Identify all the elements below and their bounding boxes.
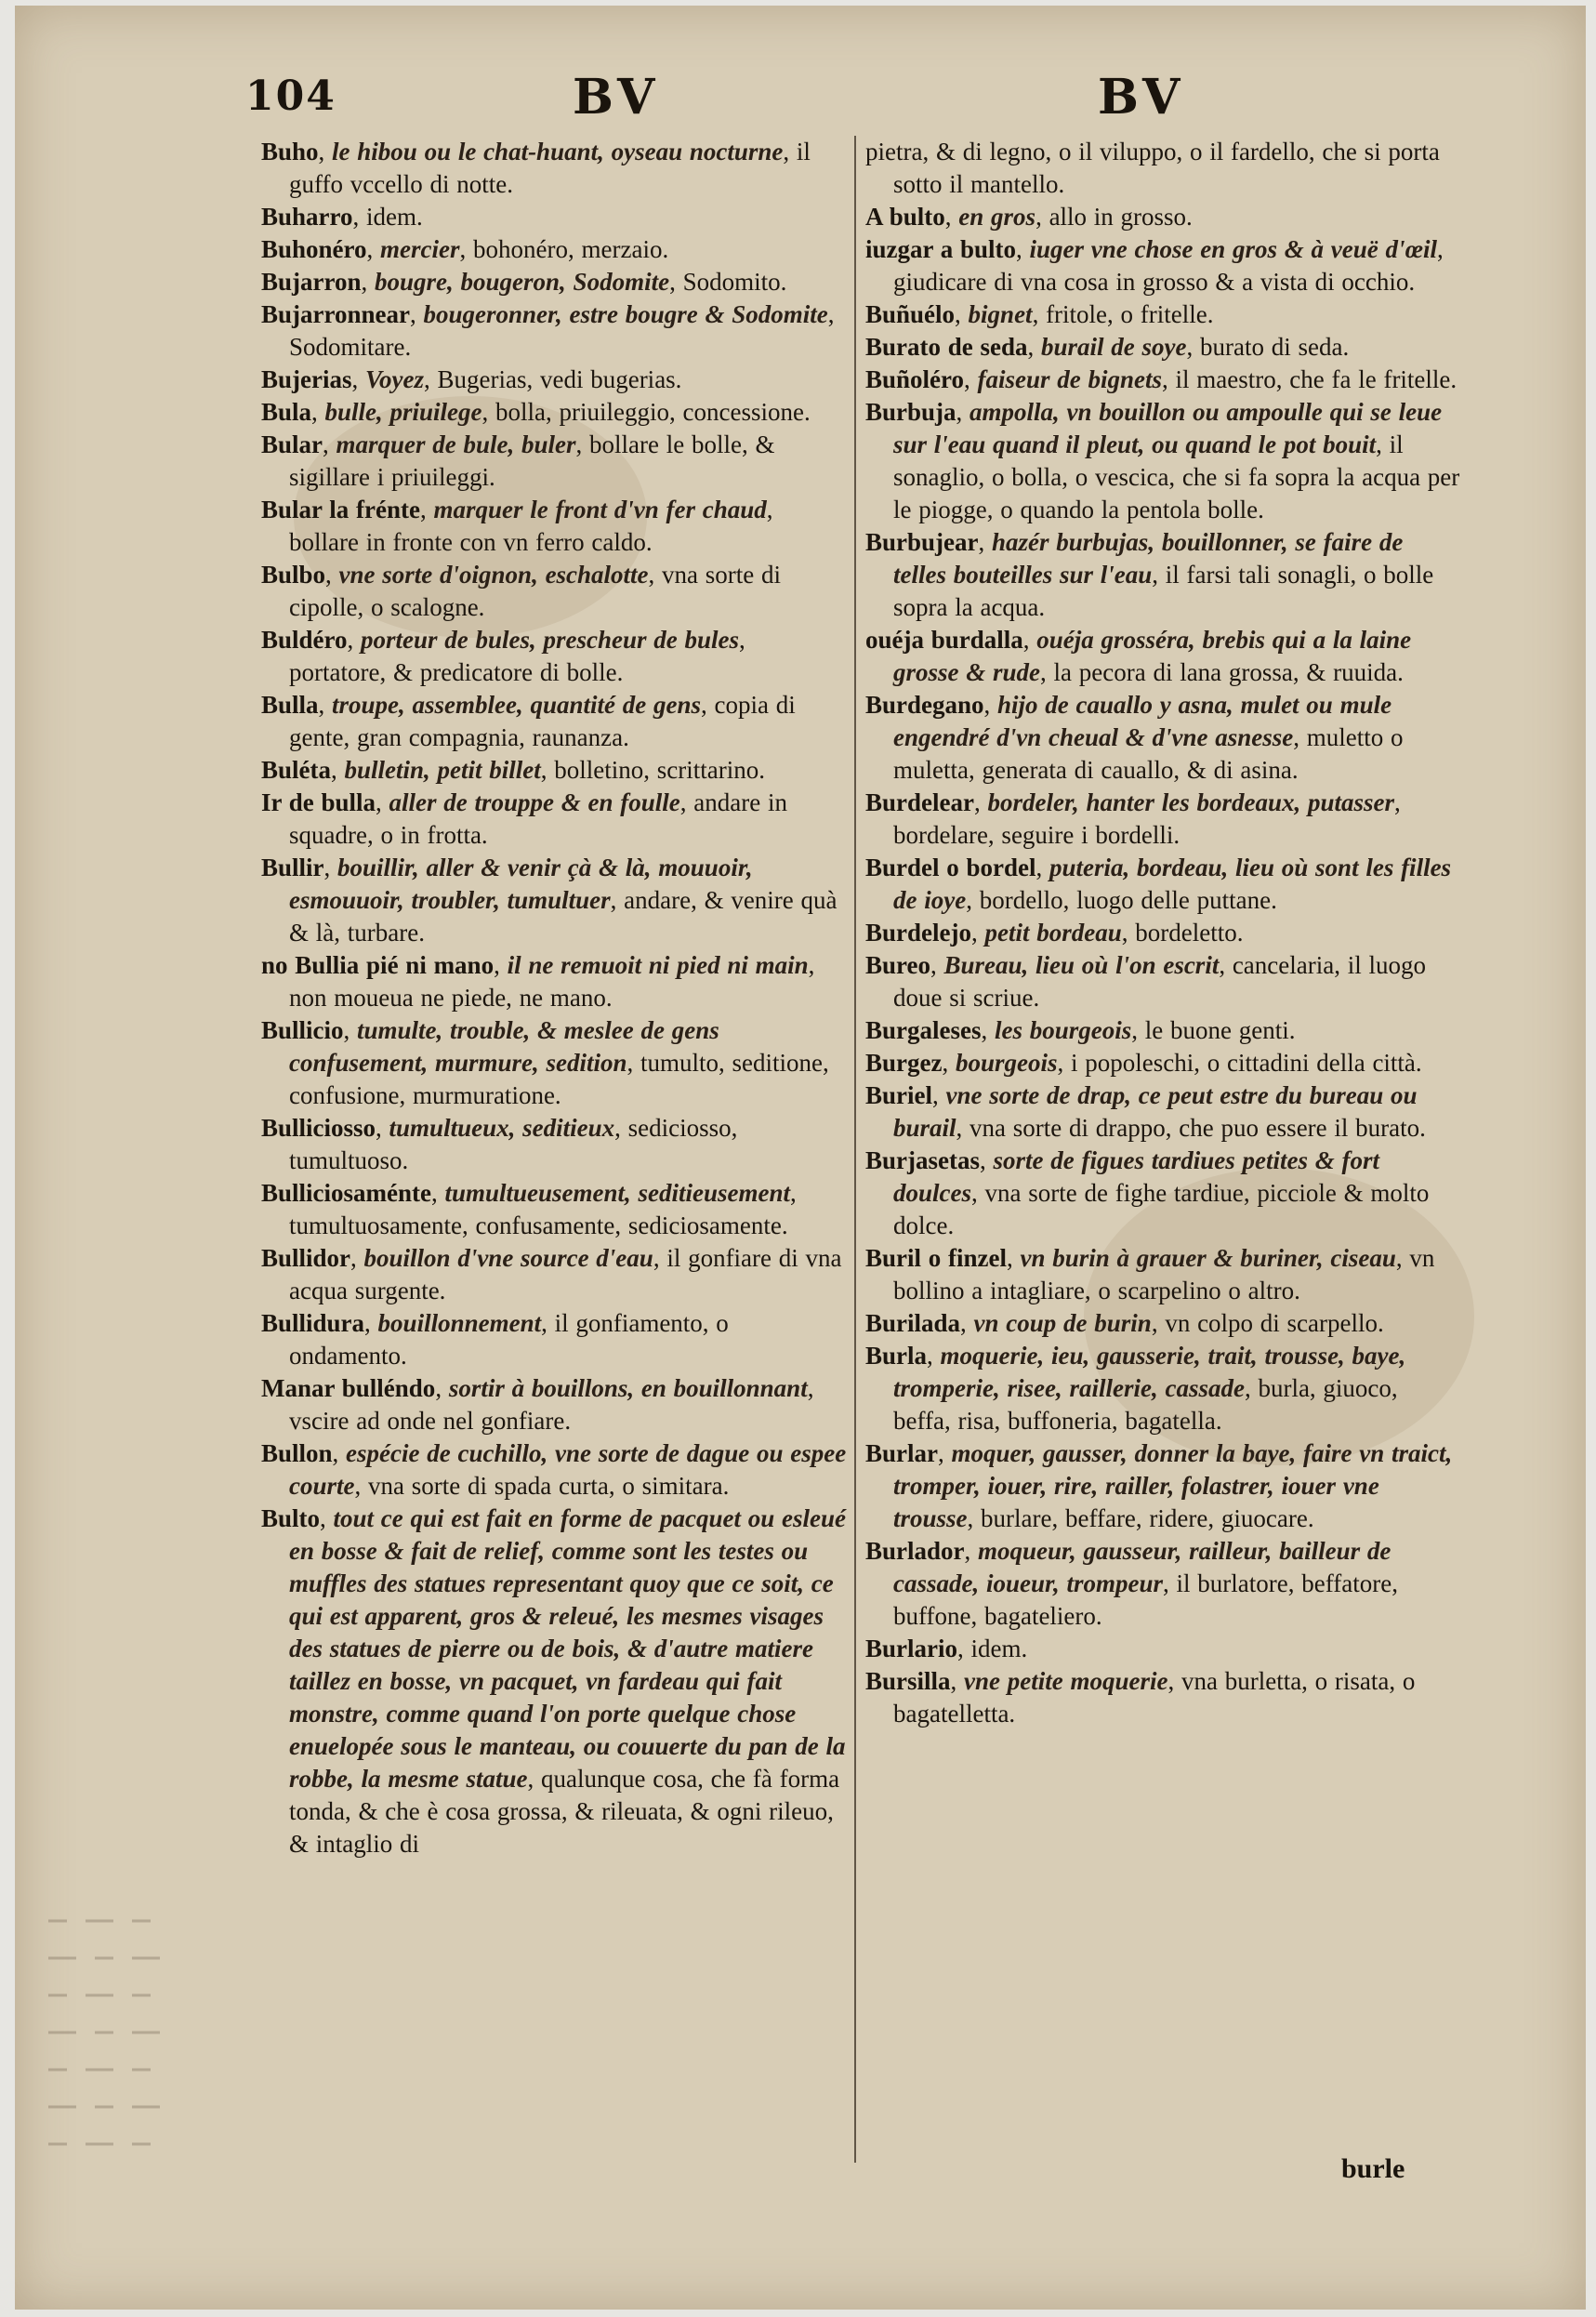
dictionary-entry: Burlar, moquer, gausser, donner la baye, faire vn traict, tromper, iouer, rire, railler, folastrer, iouer vne trousse, burlare, beffare, ridere, giuocare. xyxy=(865,1439,1453,1532)
italian-gloss: vn colpo di scarpello. xyxy=(1165,1309,1384,1337)
french-gloss: vn coup de burin xyxy=(973,1309,1152,1337)
dictionary-entry: ouéja burdalla, ouéja grosséra, brebis qui a la laine grosse & rude, la pecora di lana grossa, & ruuida. xyxy=(865,626,1412,686)
headword: Bular la frénte xyxy=(261,496,420,523)
french-gloss: petit bordeau xyxy=(984,919,1122,947)
headword: iuzgar a bulto xyxy=(865,235,1017,263)
dictionary-entry: Burlario, idem. xyxy=(865,1635,1028,1662)
dictionary-entry: Buñoléro, faiseur de bignets, il maestro, che fa le fritelle. xyxy=(865,365,1458,393)
french-gloss: sorte de figues tardiues petites & fort doulces xyxy=(893,1146,1379,1207)
dictionary-entry: Manar bulléndo, sortir à bouillons, en bouillonnant, vscire ad onde nel gonfiare. xyxy=(261,1374,814,1435)
french-gloss: bordeler, hanter les bordeaux, putasser xyxy=(987,788,1395,816)
french-gloss: ampolla, vn bouillon ou ampoulle qui se leue sur l'eau quand il pleut, ou quand le pot bouit xyxy=(893,398,1443,458)
french-gloss: burail de soye xyxy=(1041,333,1187,361)
french-gloss: mercier xyxy=(380,235,460,263)
italian-gloss: il farsi tali sonagli, o bolle sopra la acqua. xyxy=(893,561,1434,621)
italian-gloss: muletto o muletta, generata di cauallo, & di asina. xyxy=(893,723,1404,784)
french-gloss: vn burin à grauer & buriner, ciseau xyxy=(1020,1244,1396,1272)
dictionary-entry: Bursilla, vne petite moquerie, vna burletta, o risata, o bagatelletta. xyxy=(865,1667,1416,1728)
italian-gloss: il guffo vccello di notte. xyxy=(289,138,811,198)
dictionary-entry: Bulliciosaménte, tumultueusement, seditieusement, tumultuosamente, confusamente, sediciosamente. xyxy=(261,1179,797,1239)
headword: Bullir xyxy=(261,854,324,881)
french-gloss: bouillonnement xyxy=(377,1309,542,1337)
dictionary-entry: Burlador, moqueur, gausseur, railleur, bailleur de cassade, ioueur, trompeur, il burlatore, beffatore, buffone, bagateliero. xyxy=(865,1537,1398,1630)
headword: Burdelejo xyxy=(865,919,971,947)
headword: Bulliciosaménte xyxy=(261,1179,431,1207)
italian-gloss: vna sorte di spada curta, o simitara. xyxy=(368,1472,730,1500)
dictionary-page xyxy=(15,6,1586,2310)
headword: Bulto xyxy=(261,1504,321,1532)
headword: A bulto xyxy=(865,203,945,231)
headword: Burlar xyxy=(865,1439,938,1467)
headword: Burilada xyxy=(865,1309,961,1337)
french-gloss: tout ce qui est fait en forme de pacquet ou esleué en bosse & fait de relief, comme sont les testes ou muffles des statues representant quoy que ce soit, ce qui est apparent, gros & releué, les mesmes visages des statues de pierre ou de bois, & d'autre matiere taillez en bosse, vn pacquet, vn fardeau qui fait monstre, comme quand l'on porte quelque chose enuelopée sous le manteau, ou couuerte du pan de la robbe, la mesme statue xyxy=(289,1504,846,1793)
italian-gloss: burla, giuoco, beffa, risa, buffoneria, bagatella. xyxy=(893,1374,1398,1435)
italian-gloss: pietra, & di legno, o il viluppo, o il fardello, che si porta sotto il mantello. xyxy=(865,138,1440,198)
headword: Bullidura xyxy=(261,1309,365,1337)
running-head-right: BV xyxy=(1098,69,1184,126)
page-number: 104 xyxy=(245,73,336,120)
italian-gloss: Sodomito. xyxy=(682,268,787,296)
dictionary-entry: Bureo, Bureau, lieu où l'on escrit, cancelaria, il luogo doue si scriue. xyxy=(865,951,1426,1012)
dictionary-entry: Bula, bulle, priuilege, bolla, priuileggio, concessione. xyxy=(261,398,811,426)
italian-gloss: bollare in fronte con vn ferro caldo. xyxy=(289,528,653,556)
italian-gloss: tumultuosamente, confusamente, sediciosamente. xyxy=(289,1211,788,1239)
headword: Burjasetas xyxy=(865,1146,980,1174)
italian-gloss: idem. xyxy=(970,1635,1028,1662)
italian-gloss: i popoleschi, o cittadini della città. xyxy=(1071,1049,1422,1077)
french-gloss: moquer, gausser, donner la baye, faire vn traict, tromper, iouer, rire, railler, folastrer, iouer vne trousse xyxy=(893,1439,1453,1532)
french-gloss: il ne remuoit ni pied ni main xyxy=(507,951,809,979)
french-gloss: bouillon d'vne source d'eau xyxy=(363,1244,653,1272)
dictionary-entry: Bulto, tout ce qui est fait en forme de pacquet ou esleué en bosse & fait de relief, comme sont les testes ou muffles des statues representant quoy que ce soit, ce qui est apparent, gros & releué, les mesmes visages des statues de pierre ou de bois, & d'autre matiere taillez en bosse, vn pacquet, vn fardeau qui fait monstre, comme quand l'on porte quelque chose enuelopée sous le manteau, ou couuerte du pan de la robbe, la mesme statue, qualunque cosa, che fà forma tonda, & che è cosa grossa, & rileuata, & ogni rileuo, & intaglio di xyxy=(261,1504,846,1858)
french-gloss: faiseur de bignets xyxy=(977,365,1163,393)
dictionary-entry: Burdegano, hijo de cauallo y asna, mulet ou mule engendré d'vn cheual & d'vne asnesse, muletto o muletta, generata di cauallo, & di asina. xyxy=(865,691,1404,784)
headword: Burgaleses xyxy=(865,1016,982,1044)
french-gloss: vne sorte d'oignon, eschalotte xyxy=(338,561,649,589)
italian-gloss: vscire ad onde nel gonfiare. xyxy=(289,1407,572,1435)
headword: Burgez xyxy=(865,1049,943,1077)
italian-gloss: bollare le bolle, & sigillare i priuileggi. xyxy=(289,430,775,491)
headword: Burato de seda xyxy=(865,333,1028,361)
headword: Bursilla xyxy=(865,1667,951,1695)
french-gloss: iuger vne chose en gros & à veuë d'œil xyxy=(1029,235,1438,263)
dictionary-entry: Buharro, idem. xyxy=(261,203,423,231)
headword: Bulla xyxy=(261,691,319,719)
dictionary-entry: no Bullia pié ni mano, il ne remuoit ni pied ni main, non moueua ne piede, ne mano. xyxy=(261,951,815,1012)
french-gloss: ouéja grosséra, brebis qui a la laine grosse & rude xyxy=(893,626,1412,686)
headword: Bujarron xyxy=(261,268,362,296)
italian-gloss: il maestro, che fa le fritelle. xyxy=(1175,365,1458,393)
column-divider xyxy=(854,136,856,2163)
italian-gloss: burato di seda. xyxy=(1200,333,1350,361)
italian-gloss: il sonaglio, o bolla, o vescica, che si fa sopra la acqua per le piogge, o quando la pentola bolle. xyxy=(893,430,1460,523)
running-head-left: BV xyxy=(573,69,659,126)
italian-gloss: burlare, beffare, ridere, giuocare. xyxy=(981,1504,1314,1532)
headword: Burdel o bordel xyxy=(865,854,1036,881)
headword: Bujerias xyxy=(261,365,352,393)
french-gloss: Bureau, lieu où l'on escrit xyxy=(943,951,1220,979)
headword: Burbuja xyxy=(865,398,956,426)
italian-gloss: bordeletto. xyxy=(1135,919,1244,947)
dictionary-entry: Bulbo, vne sorte d'oignon, eschalotte, vna sorte di cipolle, o scalogne. xyxy=(261,561,782,621)
dictionary-entry: Burato de seda, burail de soye, burato di seda. xyxy=(865,333,1350,361)
italian-gloss: bordelare, seguire i bordelli. xyxy=(893,821,1181,849)
dictionary-entry: Bulliciosso, tumultueux, seditieux, sediciosso, tumultuoso. xyxy=(261,1114,738,1174)
headword: Ir de bulla xyxy=(261,788,376,816)
french-gloss: tumultueux, seditieux xyxy=(389,1114,615,1142)
right-column xyxy=(865,136,1460,1730)
italian-gloss: vn bollino a intagliare, o scarpelino o altro. xyxy=(893,1244,1435,1304)
dictionary-entry: Ir de bulla, aller de trouppe & en foulle, andare in squadre, o in frotta. xyxy=(261,788,787,849)
french-gloss: moquerie, ieu, gausserie, trait, trousse, baye, tromperie, risee, raillerie, cassade xyxy=(893,1342,1406,1402)
headword: Bureo xyxy=(865,951,931,979)
headword: Bullicio xyxy=(261,1016,344,1044)
italian-gloss: giudicare di vna cosa in grosso & a vista di occhio. xyxy=(893,268,1416,296)
italian-gloss: vna sorte di cipolle, o scalogne. xyxy=(289,561,782,621)
headword: Buriel xyxy=(865,1081,932,1109)
italian-gloss: bordello, luogo delle puttane. xyxy=(979,886,1277,914)
dictionary-entry xyxy=(865,136,1460,201)
french-gloss: en gros xyxy=(958,203,1036,231)
dictionary-entry: Bujerias, Voyez, Bugerias, vedi bugerias. xyxy=(261,365,682,393)
dictionary-entry: Burgez, bourgeois, i popoleschi, o cittadini della città. xyxy=(865,1049,1422,1077)
french-gloss: moqueur, gausseur, railleur, bailleur de cassade, ioueur, trompeur xyxy=(893,1537,1392,1597)
italian-gloss: bohonéro, merzaio. xyxy=(473,235,669,263)
headword: Bula xyxy=(261,398,312,426)
headword: Buril o finzel xyxy=(865,1244,1007,1272)
dictionary-entry: Bullidor, bouillon d'vne source d'eau, il gonfiare di vna acqua surgente. xyxy=(261,1244,842,1304)
italian-gloss: tumulto, seditione, confusione, murmuratione. xyxy=(289,1049,829,1109)
italian-gloss: qualunque cosa, che fà forma tonda, & che è cosa grossa, & rileuata, & ogni rileuo, & intaglio di xyxy=(289,1765,840,1858)
dictionary-entry: Buriel, vne sorte de drap, ce peut estre du bureau ou burail, vna sorte di drappo, che puo essere il burato. xyxy=(865,1081,1426,1142)
french-gloss: porteur de bules, prescheur de bules xyxy=(361,626,740,654)
french-gloss: sortir à bouillons, en bouillonnant xyxy=(448,1374,808,1402)
italian-gloss: il burlatore, beffatore, buffone, bagateliero. xyxy=(893,1569,1398,1630)
headword: Buhonéro xyxy=(261,235,367,263)
italian-gloss: idem. xyxy=(366,203,423,231)
french-gloss: puteria, bordeau, lieu où sont les filles de ioye xyxy=(893,854,1452,914)
italian-gloss: andare in squadre, o in frotta. xyxy=(289,788,787,849)
dictionary-entry: Buhonéro, mercier, bohonéro, merzaio. xyxy=(261,235,669,263)
italian-gloss: il gonfiare di vna acqua surgente. xyxy=(289,1244,842,1304)
french-gloss: marquer le front d'vn fer chaud xyxy=(433,496,767,523)
italian-gloss: le buone genti. xyxy=(1144,1016,1296,1044)
dictionary-entry: Burgaleses, les bourgeois, le buone genti. xyxy=(865,1016,1296,1044)
french-gloss: vne petite moquerie xyxy=(964,1667,1168,1695)
italian-gloss: vna sorte de fighe tardiue, picciole & molto dolce. xyxy=(893,1179,1430,1239)
italian-gloss: Bugerias, vedi bugerias. xyxy=(437,365,682,393)
headword: Burdegano xyxy=(865,691,984,719)
dictionary-entry: Burilada, vn coup de burin, vn colpo di scarpello. xyxy=(865,1309,1384,1337)
french-gloss: marquer de bule, buler xyxy=(336,430,576,458)
dictionary-entry: Bullir, bouillir, aller & venir çà & là, mouuoir, esmouuoir, troubler, tumultuer, andare, & venire quà & là, turbare. xyxy=(261,854,838,947)
dictionary-entry: Bullicio, tumulte, trouble, & meslee de gens confusement, murmure, sedition, tumulto, seditione, confusione, murmuratione. xyxy=(261,1016,829,1109)
page-header xyxy=(15,69,1586,138)
headword: Burla xyxy=(865,1342,928,1370)
italian-gloss: cancelaria, il luogo doue si scriue. xyxy=(893,951,1426,1012)
dictionary-entry: Buldéro, porteur de bules, prescheur de bules, portatore, & predicatore di bolle. xyxy=(261,626,745,686)
dictionary-entry: Burdelejo, petit bordeau, bordeletto. xyxy=(865,919,1244,947)
french-gloss: aller de trouppe & en foulle xyxy=(389,788,680,816)
headword: Burlario xyxy=(865,1635,957,1662)
bleedthrough-ornament-icon xyxy=(30,1902,244,2181)
italian-gloss: il gonfiamento, o ondamento. xyxy=(289,1309,729,1370)
italian-gloss: portatore, & predicatore di bolle. xyxy=(289,658,624,686)
italian-gloss: sediciosso, tumultuoso. xyxy=(289,1114,738,1174)
french-gloss: bulle, priuilege xyxy=(324,398,482,426)
headword: Buldéro xyxy=(261,626,348,654)
dictionary-entry: Burjasetas, sorte de figues tardiues petites & fort doulces, vna sorte de fighe tardiue, picciole & molto dolce. xyxy=(865,1146,1430,1239)
dictionary-entry: Burdelear, bordeler, hanter les bordeaux, putasser, bordelare, seguire i bordelli. xyxy=(865,788,1401,849)
dictionary-entry: Burdel o bordel, puteria, bordeau, lieu où sont les filles de ioye, bordello, luogo delle puttane. xyxy=(865,854,1452,914)
dictionary-entry: A bulto, en gros, allo in grosso. xyxy=(865,203,1193,231)
headword: Bullon xyxy=(261,1439,333,1467)
italian-gloss: allo in grosso. xyxy=(1049,203,1193,231)
headword: Buharro xyxy=(261,203,353,231)
french-gloss: tumulte, trouble, & meslee de gens confusement, murmure, sedition xyxy=(289,1016,719,1077)
left-column xyxy=(261,136,847,1860)
dictionary-entry: Bular, marquer de bule, buler, bollare le bolle, & sigillare i priuileggi. xyxy=(261,430,775,491)
italian-gloss: la pecora di lana grossa, & ruuida. xyxy=(1053,658,1404,686)
dictionary-entry: Bullon, espécie de cuchillo, vne sorte de dague ou espee courte, vna sorte di spada curta, o simitara. xyxy=(261,1439,847,1500)
italian-gloss: bolla, priuileggio, concessione. xyxy=(495,398,811,426)
dictionary-entry: Bullidura, bouillonnement, il gonfiamento, o ondamento. xyxy=(261,1309,729,1370)
dictionary-entry: Buril o finzel, vn burin à grauer & buriner, ciseau, vn bollino a intagliare, o scarpelino o altro. xyxy=(865,1244,1435,1304)
dictionary-entry: Buho, le hibou ou le chat-huant, oyseau nocturne, il guffo vccello di notte. xyxy=(261,138,811,198)
dictionary-entry: Burbujear, hazér burbujas, bouillonner, se faire de telles bouteilles sur l'eau, il farsi tali sonagli, o bolle sopra la acqua. xyxy=(865,528,1434,621)
dictionary-entry: Bujarronnear, bougeronner, estre bougre & Sodomite, Sodomitare. xyxy=(261,300,835,361)
french-gloss: les bourgeois xyxy=(995,1016,1132,1044)
headword: Bullidor xyxy=(261,1244,351,1272)
french-gloss: bulletin, petit billet xyxy=(344,756,541,784)
french-gloss: vne sorte de drap, ce peut estre du bureau ou burail xyxy=(893,1081,1418,1142)
italian-gloss: Sodomitare. xyxy=(289,333,412,361)
italian-gloss: non moueua ne piede, ne mano. xyxy=(289,984,613,1012)
headword: Burlador xyxy=(865,1537,965,1565)
headword: Burdelear xyxy=(865,788,974,816)
italian-gloss: vna sorte di drappo, che puo essere il burato. xyxy=(969,1114,1426,1142)
catchword: burle xyxy=(1341,2153,1405,2184)
dictionary-entry: Bujarron, bougre, bougeron, Sodomite, Sodomito. xyxy=(261,268,787,296)
french-gloss: hijo de cauallo y asna, mulet ou mule engendré d'vn cheual & d'vne asnesse xyxy=(893,691,1392,751)
italian-gloss: bolletino, scrittarino. xyxy=(554,756,765,784)
dictionary-entry: Buléta, bulletin, petit billet, bolletino, scrittarino. xyxy=(261,756,765,784)
italian-gloss: copia di gente, gran compagnia, raunanza. xyxy=(289,691,796,751)
french-gloss: bourgeois xyxy=(955,1049,1058,1077)
french-gloss: bouillir, aller & venir çà & là, mouuoir, esmouuoir, troubler, tumultuer xyxy=(289,854,753,914)
headword: no Bullia pié ni mano xyxy=(261,951,495,979)
french-gloss: tumultueusement, seditieusement xyxy=(444,1179,791,1207)
french-gloss: le hibou ou le chat-huant, oyseau nocturne xyxy=(332,138,784,166)
french-gloss: bougeronner, estre bougre & Sodomite xyxy=(423,300,828,328)
dictionary-entry: iuzgar a bulto, iuger vne chose en gros & à veuë d'œil, giudicare di vna cosa in grosso & a vista di occhio. xyxy=(865,235,1444,296)
italian-gloss: vna burletta, o risata, o bagatelletta. xyxy=(893,1667,1416,1728)
dictionary-entry: Burbuja, ampolla, vn bouillon ou ampoulle qui se leue sur l'eau quand il pleut, ou quand le pot bouit, il sonaglio, o bolla, o vescica, che si fa sopra la acqua per le piogge, o quando la pentola bolle. xyxy=(865,398,1460,523)
french-gloss: hazér burbujas, bouillonner, se faire de telles bouteilles sur l'eau xyxy=(893,528,1404,589)
italian-gloss: fritole, o fritelle. xyxy=(1046,300,1214,328)
french-gloss: espécie de cuchillo, vne sorte de dague ou espee courte xyxy=(289,1439,847,1500)
french-gloss: troupe, assemblee, quantité de gens xyxy=(332,691,702,719)
french-gloss: bignet xyxy=(968,300,1033,328)
headword: ouéja burdalla xyxy=(865,626,1023,654)
dictionary-entry: Bulla, troupe, assemblee, quantité de gens, copia di gente, gran compagnia, raunanza. xyxy=(261,691,796,751)
french-gloss: bougre, bougeron, Sodomite xyxy=(375,268,670,296)
headword: Bulliciosso xyxy=(261,1114,376,1142)
headword: Buléta xyxy=(261,756,332,784)
dictionary-entry: Bular la frénte, marquer le front d'vn fer chaud, bollare in fronte con vn ferro caldo. xyxy=(261,496,773,556)
headword: Bular xyxy=(261,430,323,458)
headword: Buñoléro xyxy=(865,365,965,393)
headword: Bulbo xyxy=(261,561,326,589)
french-gloss: Voyez xyxy=(365,365,424,393)
italian-gloss: andare, & venire quà & là, turbare. xyxy=(289,886,838,947)
headword: Bujarronnear xyxy=(261,300,410,328)
headword: Manar bulléndo xyxy=(261,1374,436,1402)
dictionary-entry: Burla, moquerie, ieu, gausserie, trait, trousse, baye, tromperie, risee, raillerie, cassade, burla, giuoco, beffa, risa, buffoneria, bagatella. xyxy=(865,1342,1406,1435)
headword: Burbujear xyxy=(865,528,979,556)
dictionary-entry: Buñuélo, bignet, fritole, o fritelle. xyxy=(865,300,1214,328)
headword: Buho xyxy=(261,138,319,166)
headword: Buñuélo xyxy=(865,300,956,328)
